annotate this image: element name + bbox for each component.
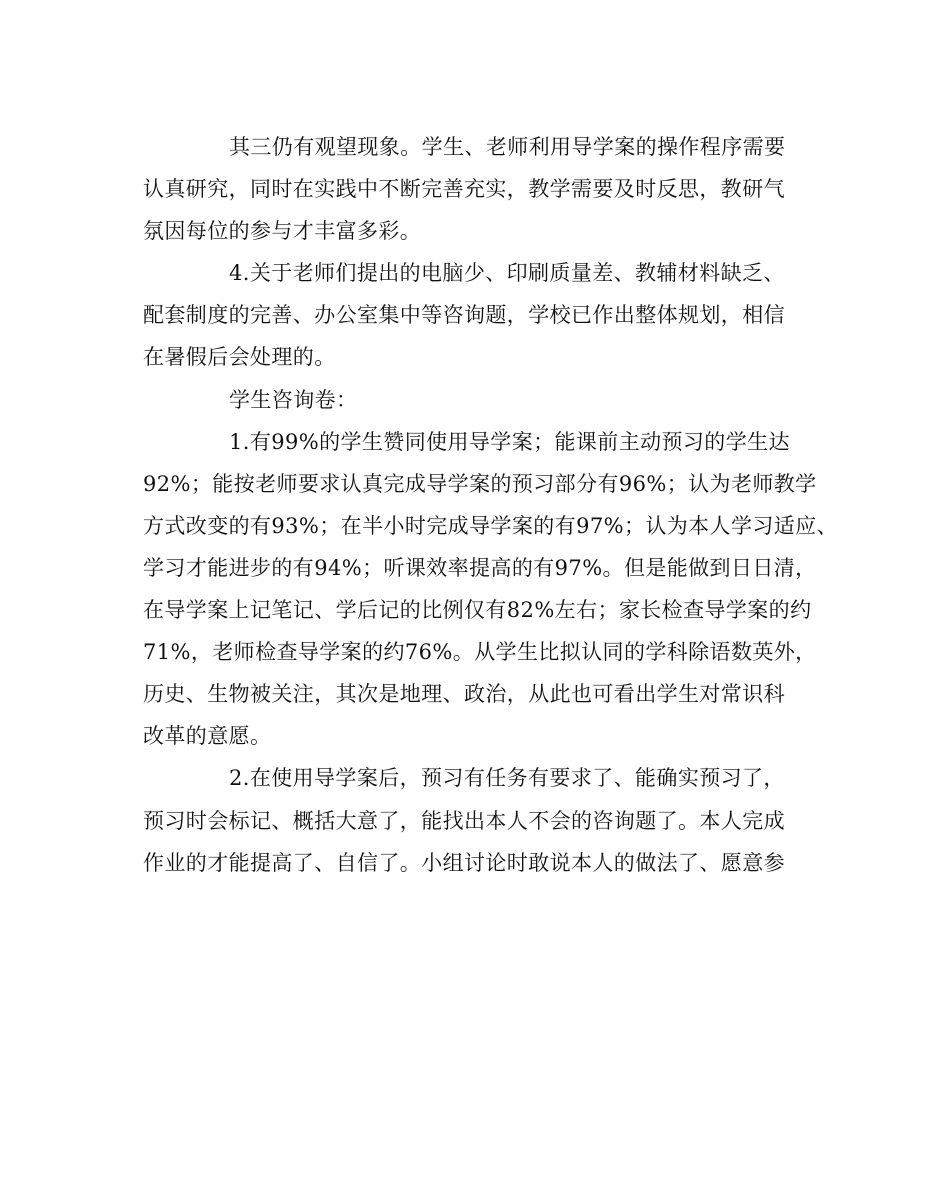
text-line: 预习时会标记、概括大意了，能找出本人不会的咨询题了。本人完成 bbox=[143, 808, 785, 833]
document-body bbox=[143, 126, 838, 884]
text-line: 在暑假后会处理的。 bbox=[143, 345, 336, 370]
text-line: 学习才能进步的有94%；听课效率提高的有97%。但是能做到日日清， bbox=[143, 555, 817, 580]
text-line: 71%，老师检查导学案的约76%。从学生比拟认同的学科除语数英外， bbox=[143, 640, 817, 665]
text-line: 在导学案上记笔记、学后记的比例仅有82%左右；家长检查导学案的约 bbox=[143, 598, 812, 623]
text-line: 配套制度的完善、办公室集中等咨询题，学校已作出整体规划，相信 bbox=[143, 303, 785, 328]
text-line: 92%；能按老师要求认真完成导学案的预习部分有96%；认为老师教学 bbox=[143, 471, 817, 496]
text-line: 作业的才能提高了、自信了。小组讨论时敢说本人的做法了、愿意参 bbox=[143, 850, 785, 875]
text-line: 其三仍有观望现象。学生、老师利用导学案的操作程序需要 bbox=[229, 135, 786, 159]
text-line: 方式改变的有93%；在半小时完成导学案的有97%；认为本人学习适应、 bbox=[143, 513, 838, 538]
text-line: 4.关于老师们提出的电脑少、印刷质量差、教辅材料缺乏、 bbox=[229, 261, 785, 286]
text-line: 认真研究，同时在实践中不断完善充实，教学需要及时反思，教研气 bbox=[143, 177, 785, 202]
text-line: 2.在使用导学案后，预习有任务有要求了、能确实预习了， bbox=[229, 766, 785, 791]
text-line: 1.有99%的学生赞同使用导学案；能课前主动预习的学生达 bbox=[229, 429, 790, 454]
text-line: 改革的意愿。 bbox=[143, 724, 272, 749]
section-heading: 学生咨询卷： bbox=[229, 387, 358, 412]
text-line: 氛因每位的参与才丰富多彩。 bbox=[143, 219, 422, 244]
text-line: 历史、生物被关注，其次是地理、政治，从此也可看出学生对常识科 bbox=[143, 682, 785, 707]
